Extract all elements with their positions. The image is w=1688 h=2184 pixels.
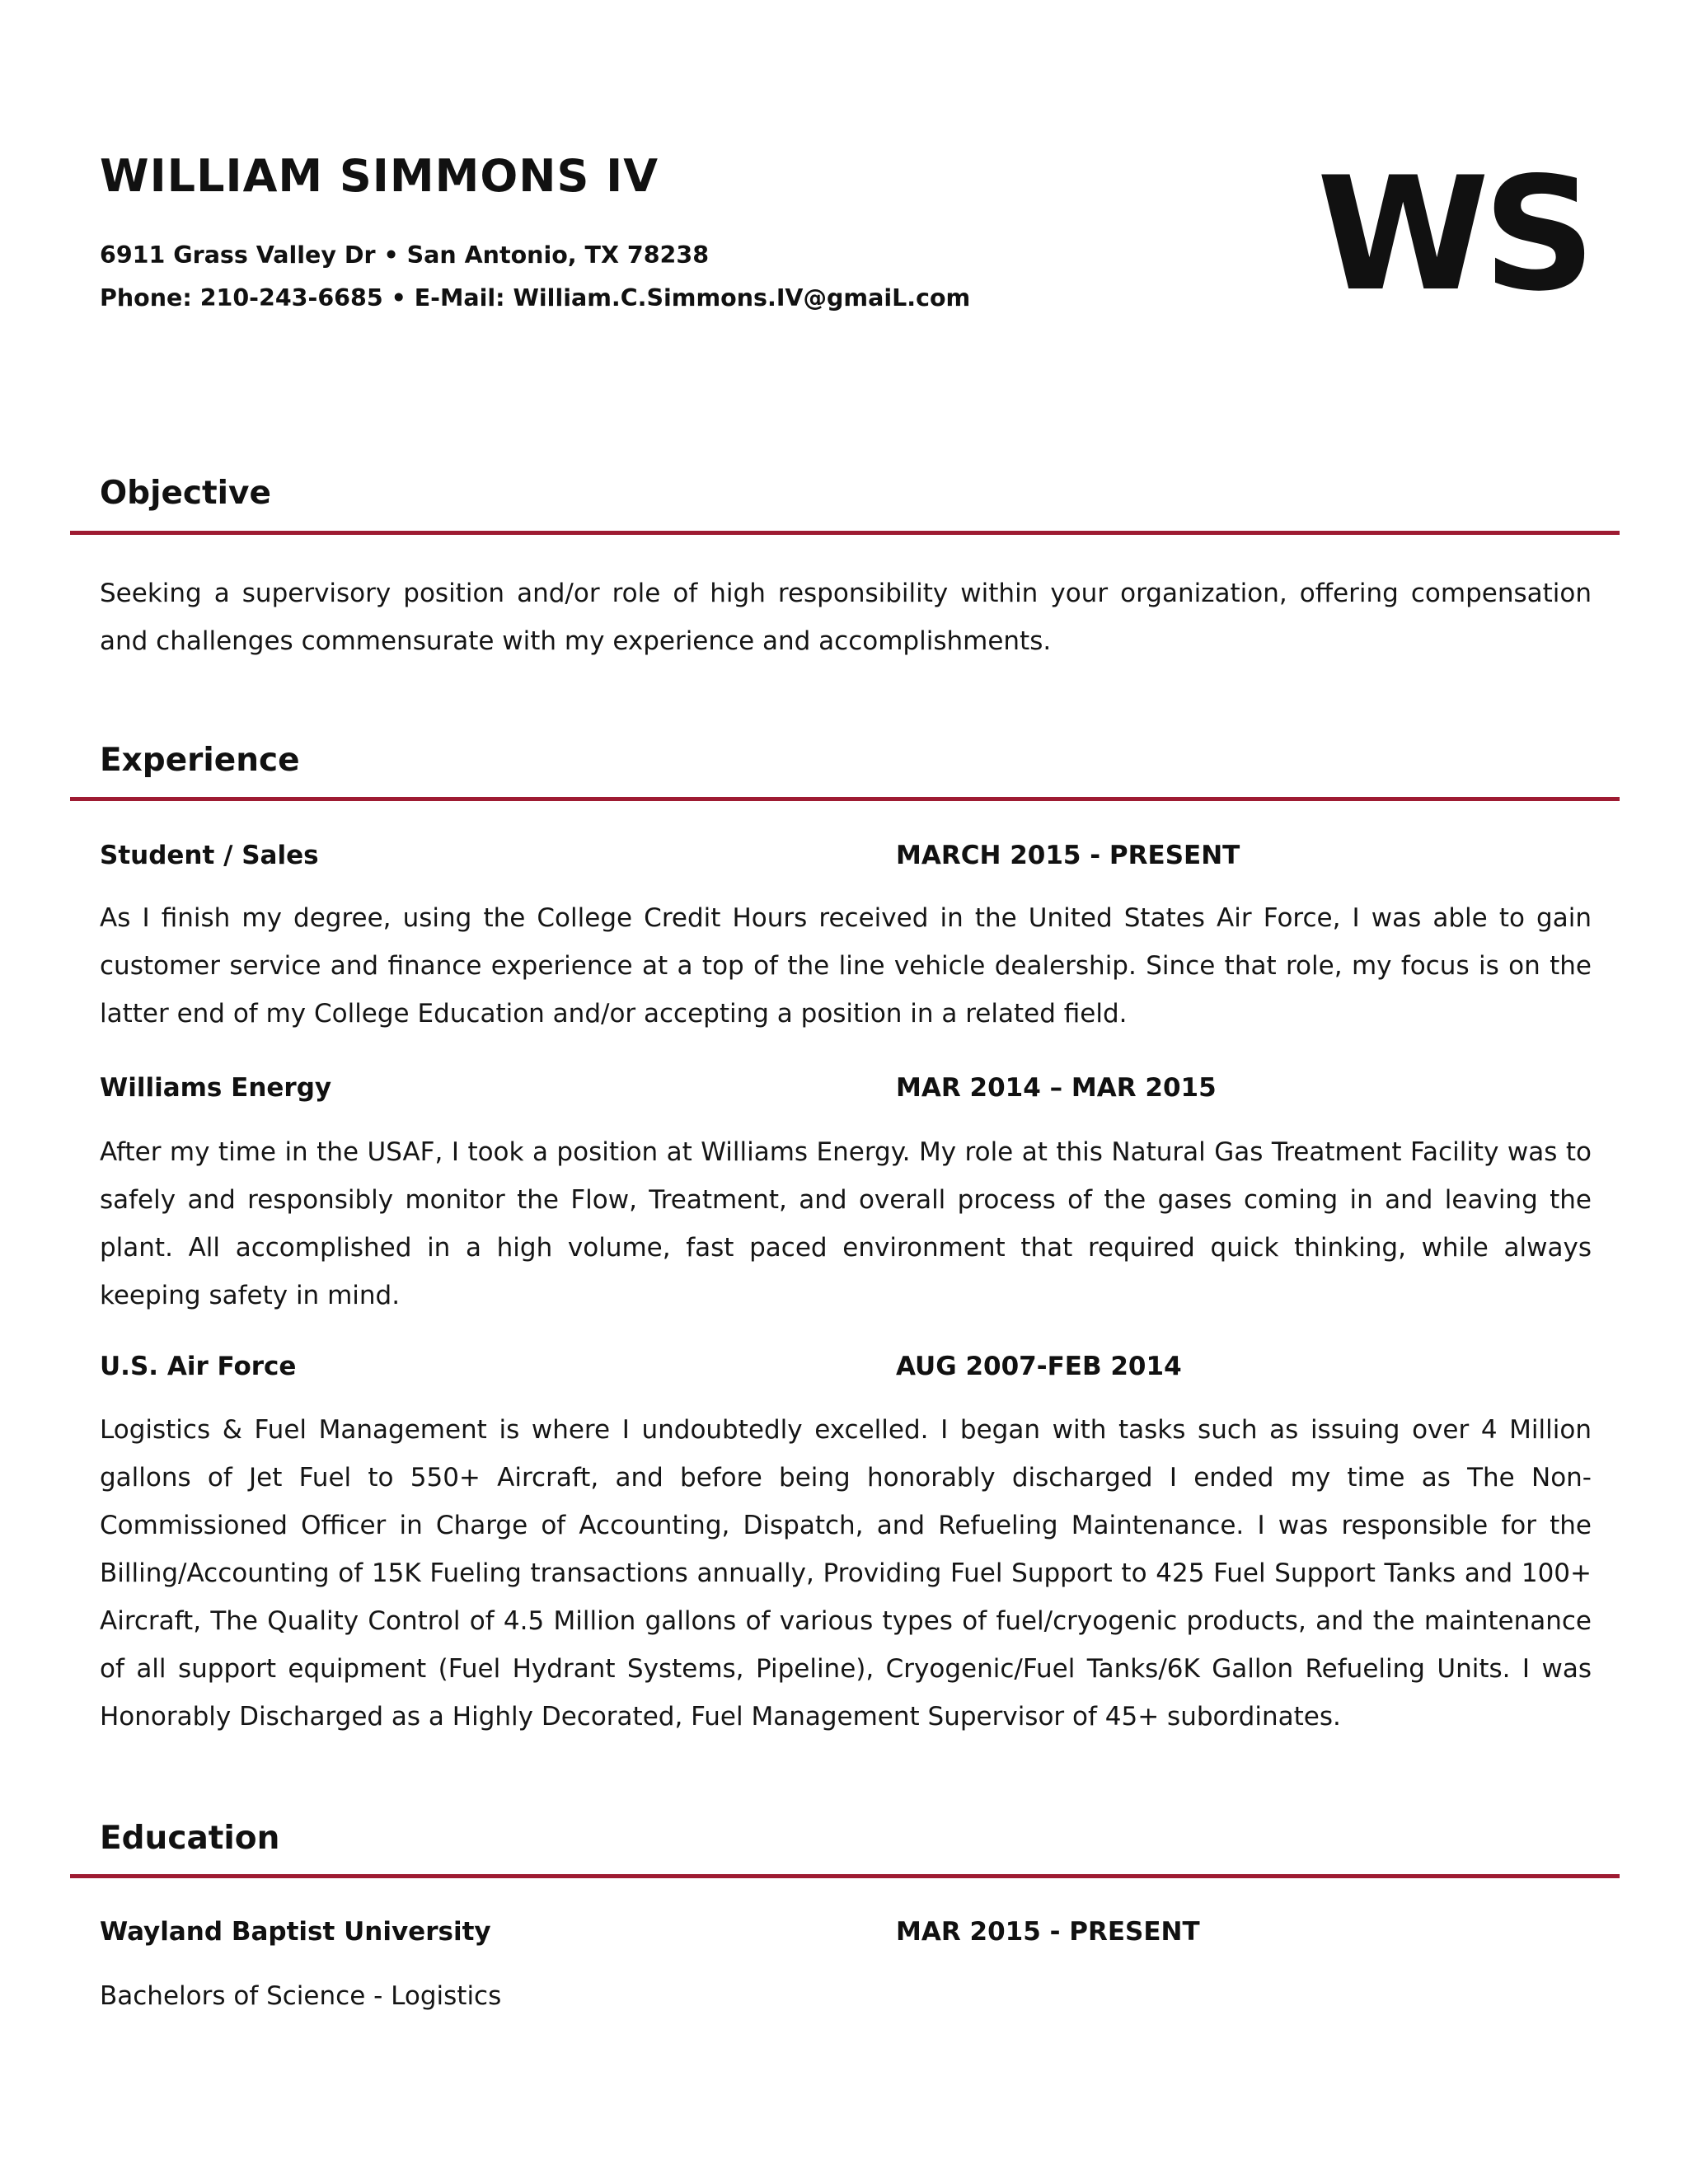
job-description-air-force: Logistics & Fuel Management is where I undoubtedly excelled. I began with tasks such as issuing over 4 Million gallons of Jet Fuel to 550+ Aircraft, and before being honorably discharged I ended my time as The Non-Commissioned Officer in Charge of Accounting, Dispatch, and Refueling Maintenance. I was responsible for the Billing/Accounting of 15K Fueling transactions annually, Providing Fuel Support to 425 Fuel Support Tanks and 100+ Aircraft, The Quality Control of 4.5 Million gallons of various types of fuel/cryogenic products, and the maintenance of all support equipment (Fuel Hydrant Systems, Pipeline), Cryogenic/Fuel Tanks/6K Gallon Refueling Units. I was Honorably Discharged as a Highly Decorated, Fuel Management Supervisor of 45+ subordinates. [100, 1415, 1592, 1732]
monogram-initials: WS [1316, 143, 1589, 326]
applicant-name: WILLIAM SIMMONS IV [100, 150, 659, 202]
objective-divider [70, 531, 1620, 535]
job-title-williams-energy: Williams Energy [100, 1073, 332, 1103]
job-description-williams-energy: After my time in the USAF, I took a position at Williams Energy. My role at this Natural Gas Treatment Facility was to safely and responsibly monitor the Flow, Treatment, and overall process of the gases coming in and leaving the plant. All accomplished in a high volume, fast paced environment that required quick thinking, while always keeping safety in mind. [100, 1137, 1592, 1310]
job-dates-student-sales: MARCH 2015 - PRESENT [896, 841, 1240, 870]
experience-divider [70, 797, 1620, 801]
objective-text: Seeking a supervisory position and/or role of high responsibility within your organization, offering compensation and challenges commensurate with my experience and accomplishments. [100, 579, 1592, 656]
school-name: Wayland Baptist University [100, 1917, 491, 1947]
experience-heading: Experience [100, 742, 300, 779]
job-dates-williams-energy: MAR 2014 – MAR 2015 [896, 1073, 1217, 1103]
degree: Bachelors of Science - Logistics [100, 1981, 502, 2011]
education-dates: MAR 2015 - PRESENT [896, 1917, 1200, 1947]
job-dates-air-force: AUG 2007-FEB 2014 [896, 1352, 1182, 1381]
mailing-address: 6911 Grass Valley Dr • San Antonio, TX 78238 [100, 241, 710, 269]
job-description-student-sales: As I finish my degree, using the College Credit Hours received in the United States Air Force, I was able to gain customer service and finance experience at a top of the line vehicle dealership. Since that role, my focus is on the latter end of my College Education and/or accepting a position in a related field. [100, 903, 1592, 1029]
job-title-student-sales: Student / Sales [100, 841, 319, 870]
education-divider [70, 1874, 1620, 1878]
phone-and-email: Phone: 210-243-6685 • E-Mail: William.C.Simmons.IV@gmaiL.com [100, 284, 971, 312]
objective-heading: Objective [100, 475, 271, 512]
education-heading: Education [100, 1820, 280, 1857]
job-title-air-force: U.S. Air Force [100, 1352, 297, 1381]
